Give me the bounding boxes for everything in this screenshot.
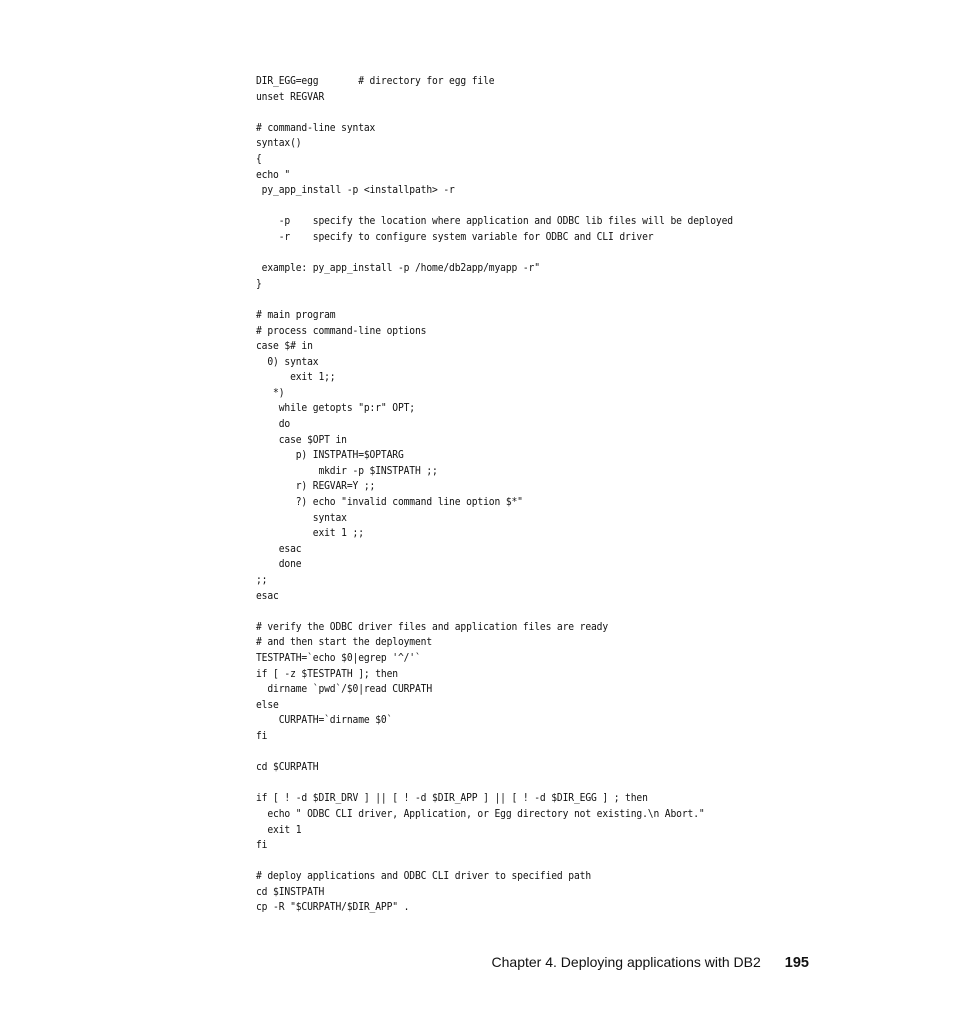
code-line: syntax bbox=[256, 511, 347, 524]
code-line: p) INSTPATH=$OPTARG bbox=[256, 449, 404, 462]
page-footer bbox=[492, 954, 809, 971]
code-line: DIR_EGG=egg # directory for egg file bbox=[256, 75, 495, 87]
code-line bbox=[256, 292, 733, 308]
code-line: do bbox=[256, 418, 291, 431]
code-line: # process command-line options bbox=[256, 324, 427, 337]
code-line: { bbox=[256, 152, 262, 165]
code-line: # main program bbox=[256, 308, 336, 321]
code-line: exit 1 bbox=[256, 823, 302, 836]
code-line: while getopts "p:r" OPT; bbox=[256, 402, 415, 415]
code-line: fi bbox=[256, 839, 268, 852]
code-line: # command-line syntax bbox=[256, 121, 376, 134]
code-line: cp -R "$CURPATH/$DIR_APP" . bbox=[256, 901, 410, 914]
code-line: r) REGVAR=Y ;; bbox=[256, 480, 376, 493]
code-line: ?) echo "invalid command line option $*" bbox=[256, 496, 523, 509]
code-line: else bbox=[256, 698, 279, 711]
code-line: cd $CURPATH bbox=[256, 761, 319, 774]
code-line: dirname `pwd`/$0|read CURPATH bbox=[256, 683, 433, 696]
code-line: TESTPATH=`echo $0|egrep '^/'` bbox=[256, 651, 421, 664]
code-line: ;; bbox=[256, 574, 268, 586]
code-line bbox=[256, 776, 733, 792]
code-listing bbox=[256, 74, 774, 916]
code-line: 0) syntax bbox=[256, 355, 319, 368]
code-line: case $# in bbox=[256, 340, 313, 353]
code-line bbox=[256, 745, 733, 761]
code-line: esac bbox=[256, 589, 279, 602]
code-line: if [ -z $TESTPATH ]; then bbox=[256, 667, 398, 680]
code-line: case $OPT in bbox=[256, 433, 347, 446]
code-line: # deploy applications and ODBC CLI driver to specified path bbox=[256, 870, 591, 883]
code-line: cd $INSTPATH bbox=[256, 885, 325, 898]
code-line: CURPATH=`dirname $0` bbox=[256, 714, 393, 727]
code-line bbox=[256, 604, 733, 620]
code-line: exit 1 ;; bbox=[256, 527, 364, 540]
code-line: syntax() bbox=[256, 137, 302, 150]
code-line: echo " ODBC CLI driver, Application, or Egg directory not existing.\n Abort." bbox=[256, 807, 705, 820]
code-line: py_app_install -p <installpath> -r bbox=[256, 184, 455, 197]
code-line: mkdir -p $INSTPATH ;; bbox=[256, 464, 438, 477]
code-line bbox=[256, 199, 733, 215]
code-line: *) bbox=[256, 386, 285, 399]
code-line: example: py_app_install -p /home/db2app/myapp -r" bbox=[256, 262, 540, 275]
code-line: exit 1;; bbox=[256, 371, 336, 384]
code-line: unset REGVAR bbox=[256, 90, 325, 103]
code-line: esac bbox=[256, 542, 302, 555]
code-line bbox=[256, 854, 733, 870]
code-line: done bbox=[256, 558, 302, 571]
code-line: -p specify the location where application and ODBC lib files will be deployed bbox=[256, 215, 733, 228]
code-line: fi bbox=[256, 729, 268, 742]
code-line: # and then start the deployment bbox=[256, 636, 433, 649]
code-line: echo " bbox=[256, 168, 291, 181]
code-line bbox=[256, 246, 733, 262]
chapter-title: Chapter 4. Deploying applications with DB2 bbox=[491, 954, 761, 970]
code-line bbox=[256, 105, 733, 121]
code-line: # verify the ODBC driver files and application files are ready bbox=[256, 620, 609, 633]
code-line: } bbox=[256, 277, 262, 290]
code-line: if [ ! -d $DIR_DRV ] || [ ! -d $DIR_APP ] || [ ! -d $DIR_EGG ] ; then bbox=[256, 792, 648, 805]
page-number: 195 bbox=[784, 955, 809, 971]
code-line: -r specify to configure system variable for ODBC and CLI driver bbox=[256, 230, 654, 243]
